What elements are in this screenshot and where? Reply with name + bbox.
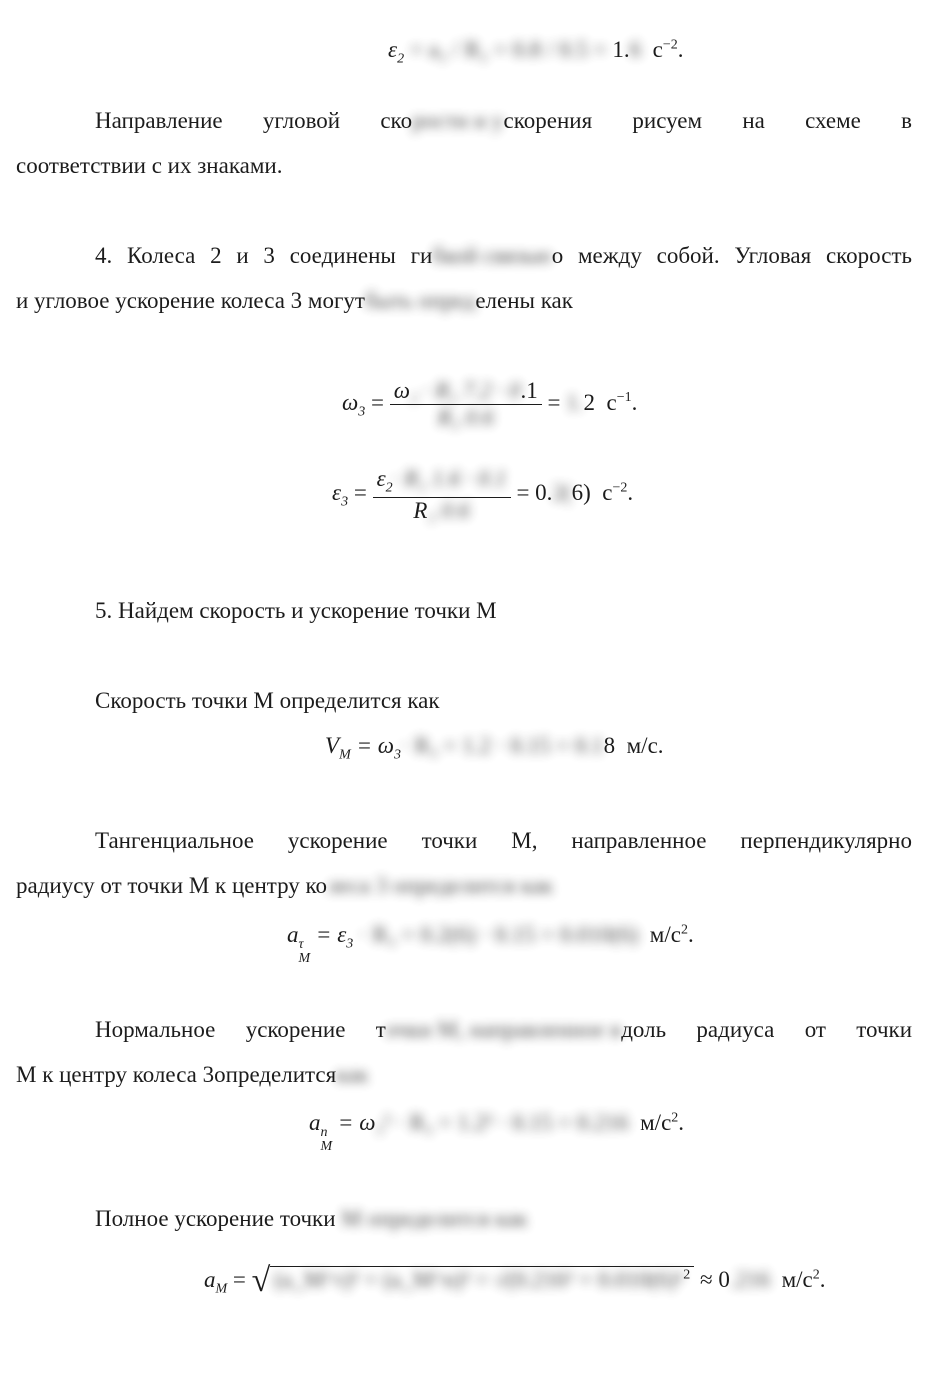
para-tangential-text: радиусу от точки М к центру ко: [16, 873, 328, 898]
eq-eps3-unit-exp: −2: [612, 480, 628, 496]
eq-omega3-unit-exp: −1: [616, 390, 632, 406]
eq-vm-lhs-sub: M: [339, 747, 351, 763]
eq-omega3-unit: с: [606, 389, 617, 415]
para-normal-line1: [95, 1017, 912, 1043]
eq-eps3-result-b: 6): [571, 480, 591, 506]
eq-omega3-num-tail: .1: [520, 378, 538, 403]
eq-omega3-result-blurred: 1.: [566, 389, 584, 415]
eq-omega3-result: 2: [583, 389, 596, 415]
eq-atau-lhs-sub: M: [298, 951, 311, 966]
eq-atau-end: .: [687, 922, 694, 947]
equation-a-tau: [287, 922, 694, 966]
para-normal-line2-blurred: как: [336, 1062, 369, 1087]
para-normal-text-b: доль радиуса от точки: [621, 1017, 912, 1042]
eq-omega3-den-blurred: R₃ 0.6: [437, 405, 495, 430]
eq-am-approx: ≈ 0: [699, 1267, 730, 1292]
para-direction-blurred: рости и у: [412, 108, 504, 133]
para-full-blurred: М определится как: [341, 1206, 528, 1231]
eq-vm-eq-sub: 3: [394, 747, 401, 763]
eq-omega3-lhs: ω: [342, 389, 359, 415]
eq-atau-blurred: · R₃ = 0.2(6) · 0.15 = 0.010(6): [359, 922, 639, 947]
para-wheels-text-b: о между собой. Угловая скорость: [551, 243, 912, 268]
eq-vm-tail: 8: [603, 733, 616, 758]
eq-an-lhs-sup: n: [320, 1125, 328, 1140]
equation-epsilon3: $\varepsilon_3$ = $\frac{\varepsilon_2\cdot R_2 1.6 \cdot 0.1}{\text{R₃ 0.6}}$ = 0.2(6) $с^{-2}$.: [332, 466, 634, 523]
eq-vm-lhs: V: [325, 733, 340, 758]
para-normal-text-a: Нормальное ускорение т: [95, 1017, 386, 1042]
eq-eps3-den-blurred: ₃ 0.6: [427, 497, 470, 523]
equation-a-n: [309, 1110, 684, 1154]
eq-eps2-unit-exp: −2: [662, 37, 678, 53]
para-direction-text-b: скорения рисуем на схеме в: [503, 108, 912, 133]
eq-atau-unit-exp: 2: [680, 922, 688, 938]
eq-atau-lhs: a: [287, 922, 299, 947]
eq-vm-unit: м/с.: [626, 733, 664, 758]
eq-eps2-lhs: ε: [388, 37, 398, 62]
para-normal-blurred: очки М, направленное в: [385, 1017, 622, 1042]
eq-eps2-value: 1.: [612, 37, 630, 62]
eq-an-eq: = ω: [337, 1110, 376, 1135]
para-full-text: Полное ускорение точки: [95, 1206, 342, 1231]
eq-atau-eq-sub: 3: [346, 936, 354, 952]
eq-am-radicand: [270, 1266, 694, 1293]
equation-omega3: $\omega_3$ = $\frac{\text{ω₂ · R₂ 7.2 · 0.1}}{\text{R₃ 0.6}}$ = 1.2 $с^{-1}$.: [342, 378, 638, 430]
para-wheels-line2-a: и угловое ускорение колеса 3 могут: [16, 288, 365, 313]
para-direction-text-a: Направление угловой ско: [95, 108, 413, 133]
para-normal-line2: [16, 1062, 368, 1088]
para-tangential-line2: [16, 873, 553, 899]
eq-am-lhs-sub: M: [215, 1281, 228, 1297]
eq-vm-blurred: · R₃ = 1.2 · 0.15 = 0.1: [401, 733, 604, 758]
eq-am-unit: м/с: [781, 1267, 813, 1292]
eq-eps2-value-blurred: 6: [629, 37, 642, 62]
para-wheels-line2: [16, 288, 573, 314]
eq-eps3-lhs: ε: [332, 480, 342, 506]
eq-an-unit: м/с: [640, 1110, 672, 1135]
eq-vm-eq: = ω: [356, 733, 394, 758]
eq-eps3-num: ε: [376, 466, 386, 491]
para-normal-line2-text: М к центру колеса 3определится: [16, 1062, 337, 1087]
eq-am-end: .: [819, 1267, 826, 1292]
para-wheels-line2-b: елены как: [475, 288, 573, 313]
eq-omega3-end: .: [631, 389, 638, 415]
para-direction-line1: [95, 108, 912, 134]
eq-am-eq: =: [232, 1267, 246, 1292]
equation-a-m: [204, 1262, 826, 1300]
eq-omega3-num: ω: [393, 378, 410, 403]
eq-omega3-lhs-sub: 3: [358, 404, 366, 420]
para-wheels-line2-blurred: быть опред: [364, 288, 476, 313]
para-wheels-text-a: 4. Колеса 2 и 3 соединены ги: [95, 243, 433, 268]
para-tangential-blurred: леса 3 определится как: [327, 873, 554, 898]
equation-vm: [325, 733, 664, 764]
eq-an-lhs: a: [309, 1110, 321, 1135]
eq-an-lhs-sub: M: [320, 1139, 333, 1154]
eq-omega3-num-blurred: ₂ · R₂ 7.2 · 0: [409, 378, 521, 403]
equation-epsilon2: [388, 37, 683, 68]
para-direction-line2: соответствии с их знаками.: [16, 153, 283, 178]
eq-eps2-blurred: = a₂ / R₂ = 0.8 / 0.5 =: [409, 37, 607, 62]
eq-eps3-result-a: = 0.: [516, 480, 553, 506]
eq-am-radicand-blurred: (a_M^τ)² + (a_M^n)² = √(0.216² + 0.010(6)²: [274, 1267, 684, 1292]
eq-eps2-unit: с: [652, 37, 663, 62]
eq-an-unit-exp: 2: [671, 1110, 679, 1126]
speed-intro: Скорость точки М определится как: [95, 688, 440, 713]
eq-an-blurred: ₃² · R₃ = 1.2² · 0.15 = 0.216: [375, 1110, 629, 1135]
para-full: [95, 1206, 528, 1232]
eq-omega3-fraction: [390, 378, 542, 431]
eq-atau-unit: м/с: [649, 922, 681, 947]
eq-eps2-lhs-sub: 2: [397, 51, 405, 67]
para-tangential-line1: Тангенциальное ускорение точки М, направленное перпендикулярно: [95, 828, 912, 853]
eq-eps3-result-blurred: 2(: [552, 480, 572, 506]
eq-eps3-unit: с: [602, 480, 613, 506]
eq-eps3-end: .: [627, 480, 634, 506]
sqrt-icon: √: [251, 1262, 271, 1299]
para-wheels-blurred: бкой связью: [432, 243, 552, 268]
eq-eps3-lhs-sub: 3: [341, 494, 349, 510]
eq-eps3-num-blurred: · R₂ 1.6 · 0.1: [392, 466, 507, 491]
eq-eps2-end: .: [677, 37, 684, 62]
eq-am-radicand-exp: 2: [683, 1267, 691, 1283]
eq-eps3-den: R: [413, 497, 428, 523]
eq-am-approx-blurred: .216: [729, 1267, 771, 1292]
section-heading-5: 5. Найдем скорость и ускорение точки М: [95, 598, 497, 623]
eq-eps3-fraction: [373, 466, 511, 524]
eq-eps3-num-sub: 2: [385, 480, 393, 496]
eq-an-end: .: [678, 1110, 685, 1135]
eq-am-lhs: a: [204, 1267, 216, 1292]
para-wheels-line1: [95, 243, 912, 269]
eq-atau-eq: = ε: [315, 922, 347, 947]
eq-am-unit-exp: 2: [812, 1267, 820, 1283]
eq-atau-lhs-sup: τ: [298, 937, 304, 952]
